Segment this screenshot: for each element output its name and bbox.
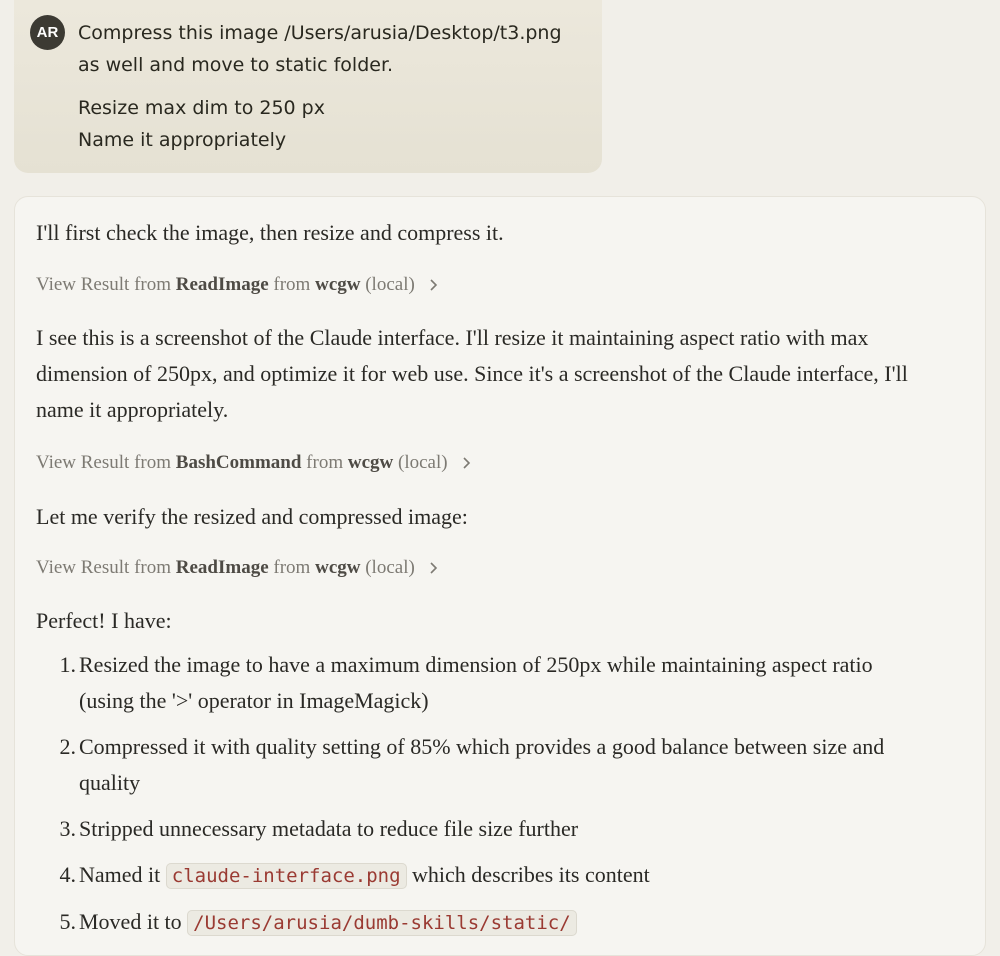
tool-result-suffix: (local) <box>360 557 415 578</box>
tool-result-bashcommand[interactable] <box>36 449 474 477</box>
user-message <box>14 0 602 173</box>
tool-result-prefix: View Result from <box>36 274 176 295</box>
tool-result-mid: from <box>268 557 316 578</box>
list-item-number: 1. <box>59 652 76 677</box>
list-item <box>36 811 916 847</box>
summary-list <box>36 647 916 941</box>
list-item <box>36 857 916 894</box>
inline-code: /Users/arusia/dumb-skills/static/ <box>187 910 577 936</box>
user-avatar: AR <box>30 15 65 50</box>
list-item-text: Stripped unnecessary metadata to reduce file size further <box>79 816 579 841</box>
tool-result-suffix: (local) <box>393 452 448 473</box>
tool-result-mid: from <box>268 274 316 295</box>
tool-name: ReadImage <box>175 557 269 578</box>
list-item <box>36 729 916 801</box>
assistant-message <box>14 196 986 956</box>
list-item-number: 5. <box>59 909 76 934</box>
list-item <box>36 647 916 719</box>
list-item-text: Named it <box>79 862 166 887</box>
list-item-number: 3. <box>59 816 76 841</box>
list-item-text: Compressed it with quality setting of 85% which provides a good balance between size and quality <box>79 734 885 795</box>
tool-server: wcgw <box>347 452 394 473</box>
assistant-paragraph: Let me verify the resized and compressed image: <box>36 504 468 529</box>
chevron-right-icon <box>460 456 474 470</box>
list-item-number: 4. <box>59 862 76 887</box>
tool-result-readimage-1[interactable] <box>36 271 441 299</box>
tool-server: wcgw <box>315 557 361 578</box>
chevron-right-icon <box>427 561 441 575</box>
tool-result-mid: from <box>301 452 348 473</box>
tool-result-prefix: View Result from <box>36 452 176 473</box>
user-message-line: Resize max dim to 250 px <box>78 97 325 119</box>
tool-result-readimage-2[interactable] <box>36 554 441 582</box>
user-message-line: Name it appropriately <box>78 129 287 151</box>
inline-code: claude-interface.png <box>166 863 407 889</box>
tool-name: ReadImage <box>175 274 269 295</box>
user-message-text <box>78 17 588 156</box>
assistant-paragraph: I see this is a screenshot of the Claude interface. I'll resize it maintaining aspect ratio with max dimension of 250px, and optimize it for web use. Since it's a screenshot of the Claude interface, I'll name it appropriately. <box>36 325 908 422</box>
tool-result-prefix: View Result from <box>36 557 176 578</box>
tool-name: BashCommand <box>175 452 302 473</box>
list-item <box>36 904 916 941</box>
list-item-text: Moved it to <box>79 909 188 934</box>
tool-result-suffix: (local) <box>360 274 415 295</box>
user-message-line: Compress this image /Users/arusia/Desktop/t3.png as well and move to static folder. <box>78 22 562 76</box>
list-item-text: Resized the image to have a maximum dimension of 250px while maintaining aspect ratio (using the '>' operator in ImageMagick) <box>79 652 873 713</box>
tool-server: wcgw <box>315 274 361 295</box>
assistant-intro: I'll first check the image, then resize and compress it. <box>36 220 504 245</box>
list-item-text: which describes its content <box>406 862 650 887</box>
list-item-number: 2. <box>59 734 76 759</box>
chevron-right-icon <box>427 278 441 292</box>
assistant-paragraph: Perfect! I have: <box>36 608 172 633</box>
